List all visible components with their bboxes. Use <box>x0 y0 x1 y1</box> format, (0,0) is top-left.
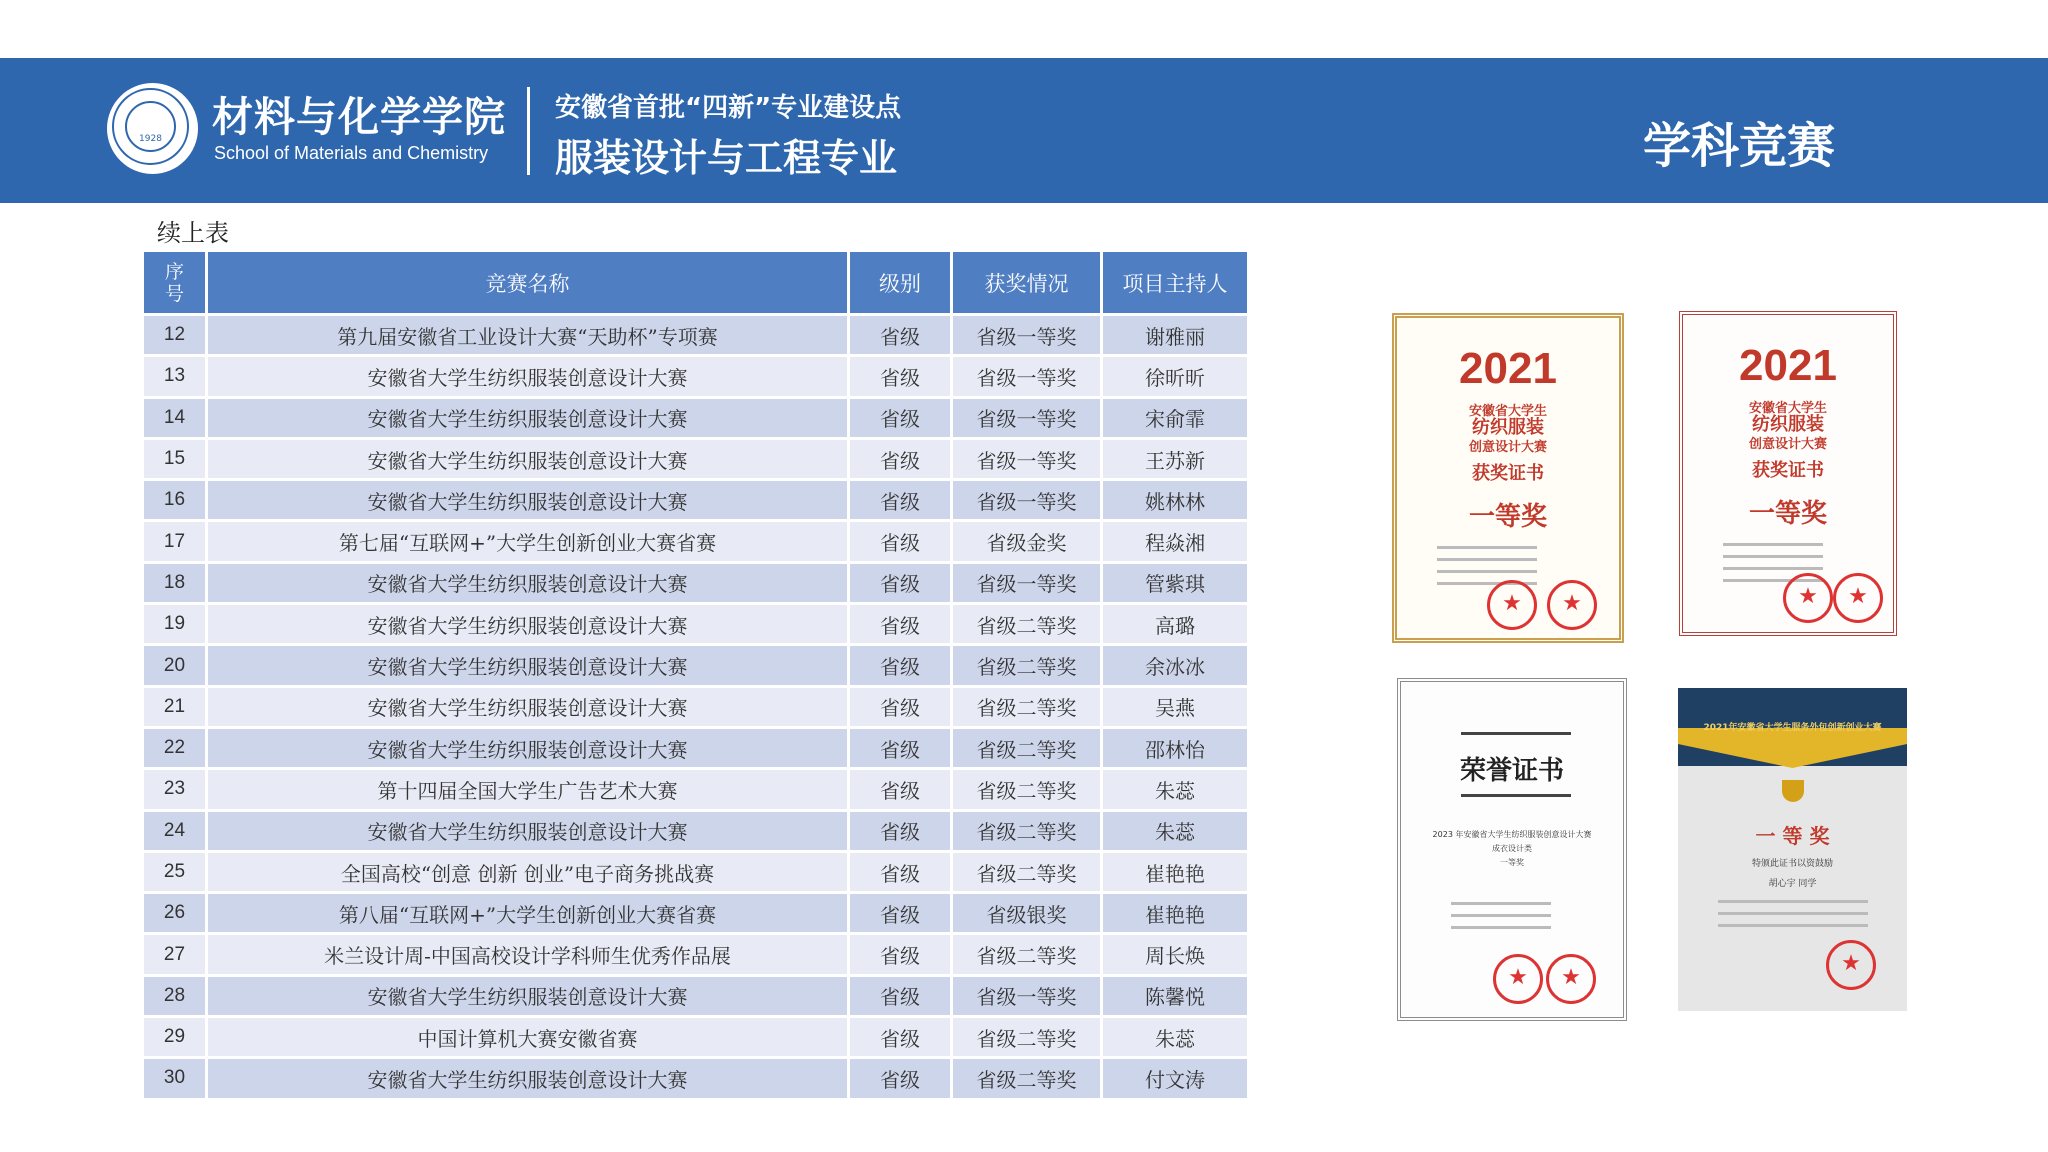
cert-recipient: 胡心宇 同学 <box>1768 879 1817 889</box>
cell-leader: 宋俞霏 <box>1103 399 1247 437</box>
cell-index: 15 <box>144 440 205 478</box>
cell-competition: 安徽省大学生纺织服装创意设计大赛 <box>208 605 847 643</box>
cell-award: 省级二等奖 <box>953 853 1100 891</box>
cell-leader: 高璐 <box>1103 605 1247 643</box>
header-divider <box>527 87 530 175</box>
table-header-row <box>144 252 1247 313</box>
cell-competition: 第十四届全国大学生广告艺术大赛 <box>208 770 847 808</box>
cell-index: 21 <box>144 688 205 726</box>
cell-award: 省级一等奖 <box>953 316 1100 354</box>
cell-leader: 程焱湘 <box>1103 522 1247 560</box>
cell-award: 省级二等奖 <box>953 812 1100 850</box>
university-logo <box>107 83 198 174</box>
seal-icon: ★ <box>1493 954 1543 1004</box>
cell-level: 省级 <box>850 1059 950 1097</box>
cell-award: 省级一等奖 <box>953 357 1100 395</box>
cell-level: 省级 <box>850 440 950 478</box>
cell-index: 19 <box>144 605 205 643</box>
cell-level: 省级 <box>850 729 950 767</box>
cell-leader: 周长焕 <box>1103 935 1247 973</box>
cert-grade: 一 等 奖 <box>1755 824 1830 848</box>
cell-level: 省级 <box>850 481 950 519</box>
cell-leader: 朱蕊 <box>1103 1018 1247 1056</box>
cert-year: 2021 <box>1459 344 1557 393</box>
cell-award: 省级二等奖 <box>953 935 1100 973</box>
cell-index: 23 <box>144 770 205 808</box>
cell-leader: 管紫琪 <box>1103 564 1247 602</box>
cell-leader: 姚林林 <box>1103 481 1247 519</box>
logo-year: 1928 <box>139 134 162 144</box>
table-row <box>144 729 1247 767</box>
cell-index: 29 <box>144 1018 205 1056</box>
table-row <box>144 770 1247 808</box>
cell-award: 省级二等奖 <box>953 729 1100 767</box>
cell-level: 省级 <box>850 894 950 932</box>
table-row <box>144 564 1247 602</box>
cert-body-grade: 一等奖 <box>1500 858 1524 867</box>
cell-award: 省级二等奖 <box>953 770 1100 808</box>
table-row <box>144 357 1247 395</box>
cert-award-title: 获奖证书 <box>1472 463 1544 484</box>
school-name-cn: 材料与化学学院 <box>212 93 506 141</box>
cell-index: 27 <box>144 935 205 973</box>
ornament-top <box>1461 732 1571 735</box>
cert-detail-lines <box>1718 900 1868 936</box>
cert-name-line1: 纺织服装 <box>1752 414 1824 435</box>
cert-competition-name <box>1397 418 1619 458</box>
cell-index: 25 <box>144 853 205 891</box>
cert-subtitle: 安徽省大学生 <box>1748 401 1827 416</box>
cell-leader: 谢雅丽 <box>1103 316 1247 354</box>
cell-award: 省级二等奖 <box>953 605 1100 643</box>
header-level: 级别 <box>850 252 950 313</box>
awards-table <box>141 249 1250 1101</box>
cell-award: 省级金奖 <box>953 522 1100 560</box>
table-row <box>144 522 1247 560</box>
cert-title: 荣誉证书 <box>1459 756 1564 786</box>
cert-name-line1: 纺织服装 <box>1472 417 1544 438</box>
cell-level: 省级 <box>850 1018 950 1056</box>
cert-line: 特颁此证书以资鼓励 <box>1751 859 1833 869</box>
seal-icon: ★ <box>1547 580 1597 630</box>
cell-index: 13 <box>144 357 205 395</box>
table-row <box>144 977 1247 1015</box>
cell-competition: 第九届安徽省工业设计大赛“天助杯”专项赛 <box>208 316 847 354</box>
cell-level: 省级 <box>850 977 950 1015</box>
program-tagline: 安徽省首批“四新”专业建设点 <box>555 93 902 123</box>
cert-title: 2021年安徽省大学生服务外包创新创业大赛 <box>1703 723 1882 733</box>
cell-award: 省级二等奖 <box>953 646 1100 684</box>
table-row <box>144 440 1247 478</box>
cell-award: 省级二等奖 <box>953 1059 1100 1097</box>
cell-level: 省级 <box>850 316 950 354</box>
cell-competition: 安徽省大学生纺织服装创意设计大赛 <box>208 688 847 726</box>
table-row <box>144 481 1247 519</box>
table-row <box>144 399 1247 437</box>
cell-leader: 王苏新 <box>1103 440 1247 478</box>
program-name: 服装设计与工程专业 <box>555 136 898 180</box>
cert-grade: 一等奖 <box>1468 502 1547 532</box>
cell-level: 省级 <box>850 646 950 684</box>
cell-leader: 朱蕊 <box>1103 812 1247 850</box>
cell-competition: 安徽省大学生纺织服装创意设计大赛 <box>208 646 847 684</box>
header-index: 序号 <box>144 252 205 313</box>
cell-leader: 吴燕 <box>1103 688 1247 726</box>
certificate-honor <box>1397 678 1627 1021</box>
cert-name-line2: 创意设计大赛 <box>1468 440 1547 455</box>
table-row <box>144 894 1247 932</box>
cell-index: 18 <box>144 564 205 602</box>
cert-subtitle: 安徽省大学生 <box>1468 404 1547 419</box>
table-row <box>144 316 1247 354</box>
cell-competition: 安徽省大学生纺织服装创意设计大赛 <box>208 481 847 519</box>
cert-detail-lines <box>1451 902 1551 938</box>
table-row <box>144 688 1247 726</box>
section-title: 学科竞赛 <box>1643 118 1836 174</box>
cell-level: 省级 <box>850 688 950 726</box>
cell-award: 省级二等奖 <box>953 688 1100 726</box>
cell-level: 省级 <box>850 357 950 395</box>
cell-competition: 安徽省大学生纺织服装创意设计大赛 <box>208 440 847 478</box>
cell-level: 省级 <box>850 853 950 891</box>
cell-leader: 朱蕊 <box>1103 770 1247 808</box>
cert-competition-name <box>1683 415 1893 455</box>
table-row <box>144 1059 1247 1097</box>
cell-index: 17 <box>144 522 205 560</box>
cell-competition: 中国计算机大赛安徽省赛 <box>208 1018 847 1056</box>
cert-grade: 一等奖 <box>1748 499 1827 529</box>
cell-index: 12 <box>144 316 205 354</box>
ornament-bottom <box>1461 794 1571 797</box>
cell-level: 省级 <box>850 605 950 643</box>
logo-inner-ring <box>125 101 176 152</box>
cell-index: 26 <box>144 894 205 932</box>
cell-index: 14 <box>144 399 205 437</box>
cell-award: 省级一等奖 <box>953 564 1100 602</box>
cell-leader: 付文涛 <box>1103 1059 1247 1097</box>
table-row <box>144 812 1247 850</box>
seal-icon: ★ <box>1546 954 1596 1004</box>
header-leader: 项目主持人 <box>1103 252 1247 313</box>
cell-leader: 徐昕昕 <box>1103 357 1247 395</box>
table-continuation-label: 续上表 <box>157 219 229 247</box>
cell-award: 省级银奖 <box>953 894 1100 932</box>
cell-award: 省级一等奖 <box>953 481 1100 519</box>
cell-leader: 陈馨悦 <box>1103 977 1247 1015</box>
table-row <box>144 1018 1247 1056</box>
seal-icon: ★ <box>1833 573 1883 623</box>
table-row <box>144 646 1247 684</box>
cell-index: 30 <box>144 1059 205 1097</box>
cell-competition: 第八届“互联网+”大学生创新创业大赛省赛 <box>208 894 847 932</box>
cert-body <box>1401 828 1623 870</box>
cell-competition: 安徽省大学生纺织服装创意设计大赛 <box>208 564 847 602</box>
cell-level: 省级 <box>850 564 950 602</box>
table-body <box>144 316 1247 1098</box>
cell-leader: 崔艳艳 <box>1103 894 1247 932</box>
cert-name-line2: 创意设计大赛 <box>1748 437 1827 452</box>
cell-competition: 安徽省大学生纺织服装创意设计大赛 <box>208 357 847 395</box>
seal-icon: ★ <box>1826 940 1876 990</box>
cell-index: 20 <box>144 646 205 684</box>
school-name-en: School of Materials and Chemistry <box>214 143 489 163</box>
cell-index: 22 <box>144 729 205 767</box>
table-row <box>144 853 1247 891</box>
cell-award: 省级二等奖 <box>953 1018 1100 1056</box>
cell-level: 省级 <box>850 770 950 808</box>
trophy-icon <box>1782 780 1804 802</box>
cell-award: 省级一等奖 <box>953 440 1100 478</box>
certificate-2021-red <box>1679 311 1897 636</box>
cell-competition: 安徽省大学生纺织服装创意设计大赛 <box>208 399 847 437</box>
cell-level: 省级 <box>850 399 950 437</box>
header-award: 获奖情况 <box>953 252 1100 313</box>
seal-icon: ★ <box>1783 573 1833 623</box>
cell-leader: 余冰冰 <box>1103 646 1247 684</box>
cell-competition: 安徽省大学生纺织服装创意设计大赛 <box>208 977 847 1015</box>
cell-competition: 安徽省大学生纺织服装创意设计大赛 <box>208 1059 847 1097</box>
cert-body-competition: 2023 年安徽省大学生纺织服装创意设计大赛 <box>1432 830 1592 839</box>
table-row <box>144 605 1247 643</box>
table-row <box>144 935 1247 973</box>
cell-competition: 米兰设计周-中国高校设计学科师生优秀作品展 <box>208 935 847 973</box>
cell-leader: 崔艳艳 <box>1103 853 1247 891</box>
cell-level: 省级 <box>850 935 950 973</box>
seal-icon: ★ <box>1487 580 1537 630</box>
cell-level: 省级 <box>850 522 950 560</box>
cert-year: 2021 <box>1739 341 1837 390</box>
cell-index: 16 <box>144 481 205 519</box>
header-competition: 竞赛名称 <box>208 252 847 313</box>
cell-level: 省级 <box>850 812 950 850</box>
cell-award: 省级一等奖 <box>953 399 1100 437</box>
certificate-outsourcing <box>1678 688 1907 1011</box>
certificate-2021-gold <box>1392 313 1624 643</box>
cert-award-title: 获奖证书 <box>1752 460 1824 481</box>
cell-competition: 安徽省大学生纺织服装创意设计大赛 <box>208 812 847 850</box>
cell-award: 省级一等奖 <box>953 977 1100 1015</box>
cell-competition: 第七届“互联网+”大学生创新创业大赛省赛 <box>208 522 847 560</box>
cell-competition: 安徽省大学生纺织服装创意设计大赛 <box>208 729 847 767</box>
cell-leader: 邵林怡 <box>1103 729 1247 767</box>
cell-index: 24 <box>144 812 205 850</box>
cell-index: 28 <box>144 977 205 1015</box>
cell-competition: 全国高校“创意 创新 创业”电子商务挑战赛 <box>208 853 847 891</box>
cert-body-category: 成衣设计类 <box>1492 844 1532 853</box>
